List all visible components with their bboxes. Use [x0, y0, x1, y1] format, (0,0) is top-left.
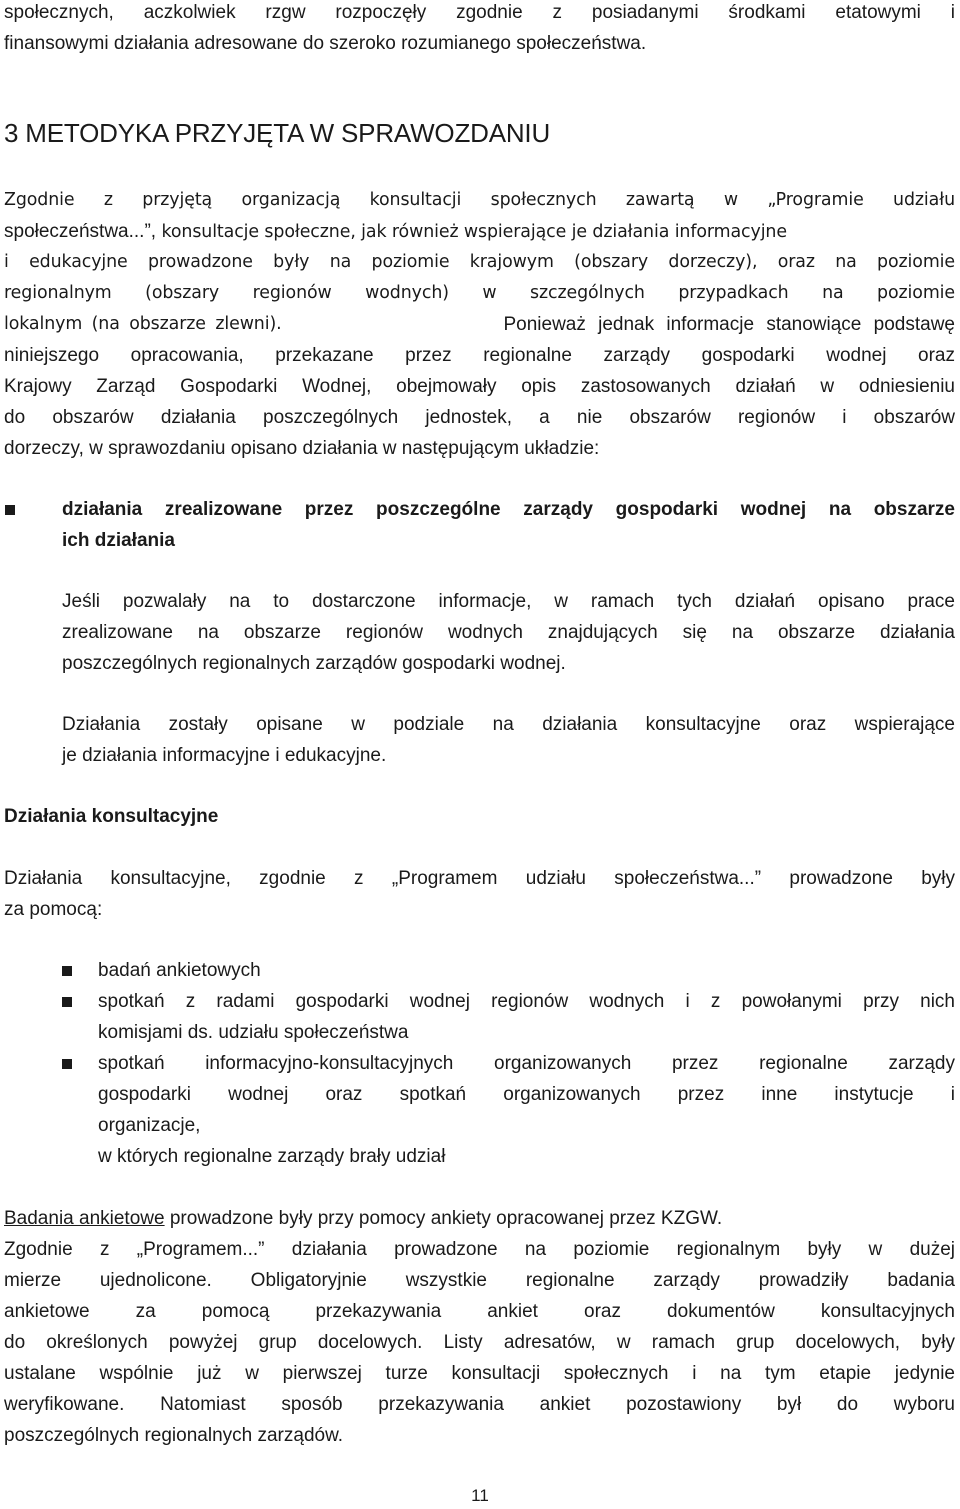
- text-line: poszczególnych regionalnych zarządów.: [4, 1425, 344, 1446]
- square-bullet-icon: [5, 505, 15, 515]
- page-number: 11: [471, 1486, 489, 1505]
- text-line: regionalnym (obszary regionów wodnych) w szczególnych przypadkach na poziomie: [4, 283, 955, 303]
- list-item: spotkań z radami gospodarki wodnej regionów wodnych i z powołanymi przy nich: [98, 991, 955, 1012]
- list-item-continuation: w których regionalne zarządy brały udział: [98, 1146, 446, 1167]
- text-line: do określonych powyżej grup docelowych. Listy adresatów, w ramach grup docelowych, były: [4, 1332, 955, 1353]
- list-item-continuation: organizacje,: [98, 1115, 201, 1136]
- text-line: Działania zostały opisane w podziale na działania konsultacyjne oraz wspierające: [62, 714, 955, 735]
- bold-list-line: ich działania: [62, 530, 175, 551]
- text-line: i edukacyjne prowadzone były na poziomie krajowym (obszary dorzeczy), oraz na poziomie: [4, 252, 955, 272]
- text-line: ustalane wspólnie już w pierwszej turze konsultacji społecznych i na tym etapie jedynie: [4, 1363, 955, 1384]
- text-span: prowadzone były przy pomocy ankiety opracowanej przez KZGW.: [164, 1208, 723, 1229]
- text-span: Ponieważ jednak informacje stanowiące podstawę: [503, 314, 955, 335]
- list-item-continuation: gospodarki wodnej oraz spotkań organizowanych przez inne instytucje i: [98, 1084, 955, 1105]
- square-bullet-icon: [62, 1059, 72, 1069]
- text-line: Zgodnie z przyjętą organizacją konsultacji społecznych zawartą w „Programie udziału: [4, 190, 955, 210]
- section-heading: 3 METODYKA PRZYJĘTA W SPRAWOZDANIU: [4, 118, 551, 148]
- text-span: społeczeństwa...”,: [4, 221, 157, 242]
- text-line: [4, 309, 955, 340]
- text-line: do obszarów działania poszczególnych jednostek, a nie obszarów regionów i obszarów: [4, 407, 955, 428]
- list-item: spotkań informacyjno-konsultacyjnych organizowanych przez regionalne zarządy: [98, 1053, 955, 1074]
- underlined-term: Badania ankietowe: [4, 1208, 165, 1229]
- list-item-continuation: komisjami ds. udziału społeczeństwa: [98, 1022, 409, 1043]
- subheading: Działania konsultacyjne: [4, 806, 219, 827]
- square-bullet-icon: [62, 997, 72, 1007]
- text-line: społecznych, aczkolwiek rzgw rozpoczęły zgodnie z posiadanymi środkami etatowymi i: [4, 2, 955, 23]
- text-line: Działania konsultacyjne, zgodnie z „Programem udziału społeczeństwa...” prowadzone były: [4, 868, 955, 889]
- list-item: badań ankietowych: [98, 960, 261, 981]
- text-line: Krajowy Zarząd Gospodarki Wodnej, obejmowały opis zastosowanych działań w odniesieniu: [4, 376, 955, 397]
- text-line: [4, 1203, 955, 1234]
- text-line: za pomocą:: [4, 899, 103, 920]
- square-bullet-icon: [62, 966, 72, 976]
- text-line: je działania informacyjne i edukacyjne.: [62, 745, 387, 766]
- text-line: dorzeczy, w sprawozdaniu opisano działania w następującym układzie:: [4, 438, 600, 459]
- text-line: Zgodnie z „Programem...” działania prowadzone na poziomie regionalnym były w dużej: [4, 1239, 955, 1260]
- text-line: mierze ujednolicone. Obligatoryjnie wszystkie regionalne zarządy prowadziły badania: [4, 1270, 955, 1291]
- text-line: niniejszego opracowania, przekazane przez regionalne zarządy gospodarki wodnej oraz: [4, 345, 955, 366]
- text-span: konsultacje społeczne, jak również wspierające je działania informacyjne: [156, 222, 787, 242]
- text-line: poszczególnych regionalnych zarządów gospodarki wodnej.: [62, 653, 566, 674]
- text-line: [4, 216, 955, 247]
- text-span: lokalnym (na obszarze zlewni).: [4, 314, 282, 334]
- text-line: finansowymi działania adresowane do szeroko rozumianego społeczeństwa.: [4, 33, 647, 54]
- text-line: zrealizowane na obszarze regionów wodnych znajdujących się na obszarze działania: [62, 622, 955, 643]
- text-line: ankietowe za pomocą przekazywania ankiet oraz dokumentów konsultacyjnych: [4, 1301, 955, 1322]
- text-line: Jeśli pozwalały na to dostarczone informacje, w ramach tych działań opisano prace: [62, 591, 955, 612]
- text-line: weryfikowane. Natomiast sposób przekazywania ankiet pozostawiony był do wyboru: [4, 1394, 955, 1415]
- bold-list-line: działania zrealizowane przez poszczególne zarządy gospodarki wodnej na obszarze: [62, 499, 955, 520]
